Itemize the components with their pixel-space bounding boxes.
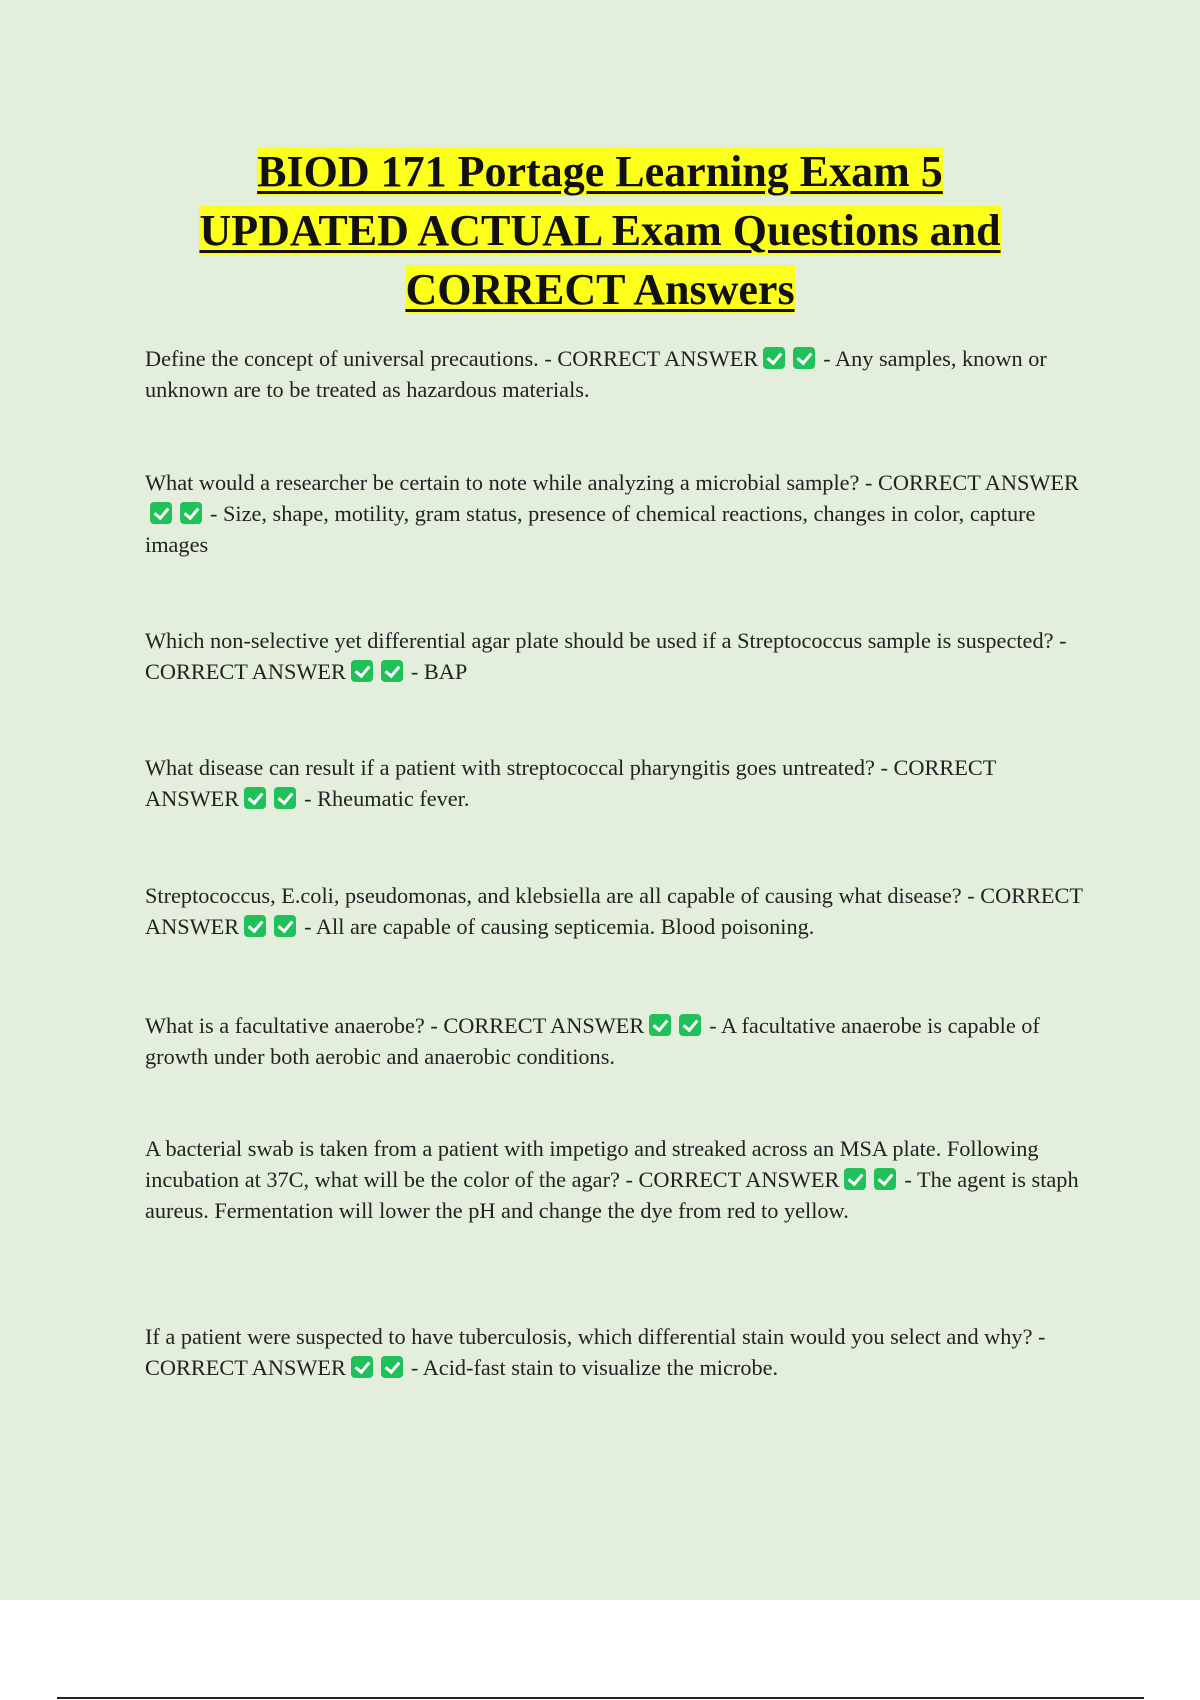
answer-text: - A facultative anaerobe is capable of growth under both aerobic and anaerobic conditions. <box>145 1013 1040 1069</box>
check-icon <box>381 660 403 682</box>
qa-item-5 <box>145 880 1085 942</box>
title-line-1: BIOD 171 Portage Learning Exam 5 <box>257 147 943 196</box>
qa-item-1 <box>145 343 1085 405</box>
answer-text: - Acid-fast stain to visualize the microbe. <box>410 1355 779 1380</box>
qa-item-2 <box>145 467 1085 560</box>
qa-item-3 <box>145 625 1085 687</box>
check-icon <box>679 1014 701 1036</box>
answer-text: - BAP <box>410 659 468 684</box>
qa-item-4 <box>145 752 1085 814</box>
answer-text: - Any samples, known or unknown are to be treated as hazardous materials. <box>145 346 1047 402</box>
qa-item-7 <box>145 1133 1085 1226</box>
document-title <box>100 142 1100 319</box>
question-text: What is a facultative anaerobe? - CORRECT ANSWER <box>145 1013 645 1038</box>
title-line-2: UPDATED ACTUAL Exam Questions and <box>199 206 1001 255</box>
question-text: Which non-selective yet differential agar plate should be used if a Streptococcus sample is suspected? - CORRECT ANSWER <box>145 628 1067 684</box>
check-icon <box>180 502 202 524</box>
check-icon <box>793 347 815 369</box>
answer-text: - Size, shape, motility, gram status, presence of chemical reactions, changes in color, capture images <box>145 501 1036 557</box>
question-text: Define the concept of universal precautions. - CORRECT ANSWER <box>145 346 759 371</box>
check-icon <box>351 1356 373 1378</box>
check-icon <box>351 660 373 682</box>
check-icon <box>763 347 785 369</box>
check-icon <box>874 1168 896 1190</box>
question-text: What disease can result if a patient with streptococcal pharyngitis goes untreated? - CORRECT ANSWER <box>145 755 996 811</box>
title-line-3: CORRECT Answers <box>405 265 795 314</box>
check-icon <box>244 915 266 937</box>
check-icon <box>150 502 172 524</box>
footer-divider <box>57 1697 1144 1699</box>
check-icon <box>844 1168 866 1190</box>
qa-item-6 <box>145 1010 1085 1072</box>
answer-text: - Rheumatic fever. <box>304 786 470 811</box>
answer-text: - The agent is staph aureus. Fermentation will lower the pH and change the dye from red to yellow. <box>145 1167 1079 1223</box>
check-icon <box>244 787 266 809</box>
qa-item-8 <box>145 1321 1085 1383</box>
question-text: If a patient were suspected to have tuberculosis, which differential stain would you select and why? - CORRECT ANSWER <box>145 1324 1046 1380</box>
answer-text: - All are capable of causing septicemia. Blood poisoning. <box>304 914 815 939</box>
check-icon <box>274 915 296 937</box>
check-icon <box>649 1014 671 1036</box>
question-text: Streptococcus, E.coli, pseudomonas, and klebsiella are all capable of causing what disease? - CORRECT ANSWER <box>145 883 1083 939</box>
question-text: A bacterial swab is taken from a patient with impetigo and streaked across an MSA plate. Following incubation at 37C, what will be the color of the agar? - CORRECT ANSWER <box>145 1136 1039 1192</box>
check-icon <box>274 787 296 809</box>
question-text: What would a researcher be certain to note while analyzing a microbial sample? - CORRECT ANSWER <box>145 470 1079 495</box>
check-icon <box>381 1356 403 1378</box>
